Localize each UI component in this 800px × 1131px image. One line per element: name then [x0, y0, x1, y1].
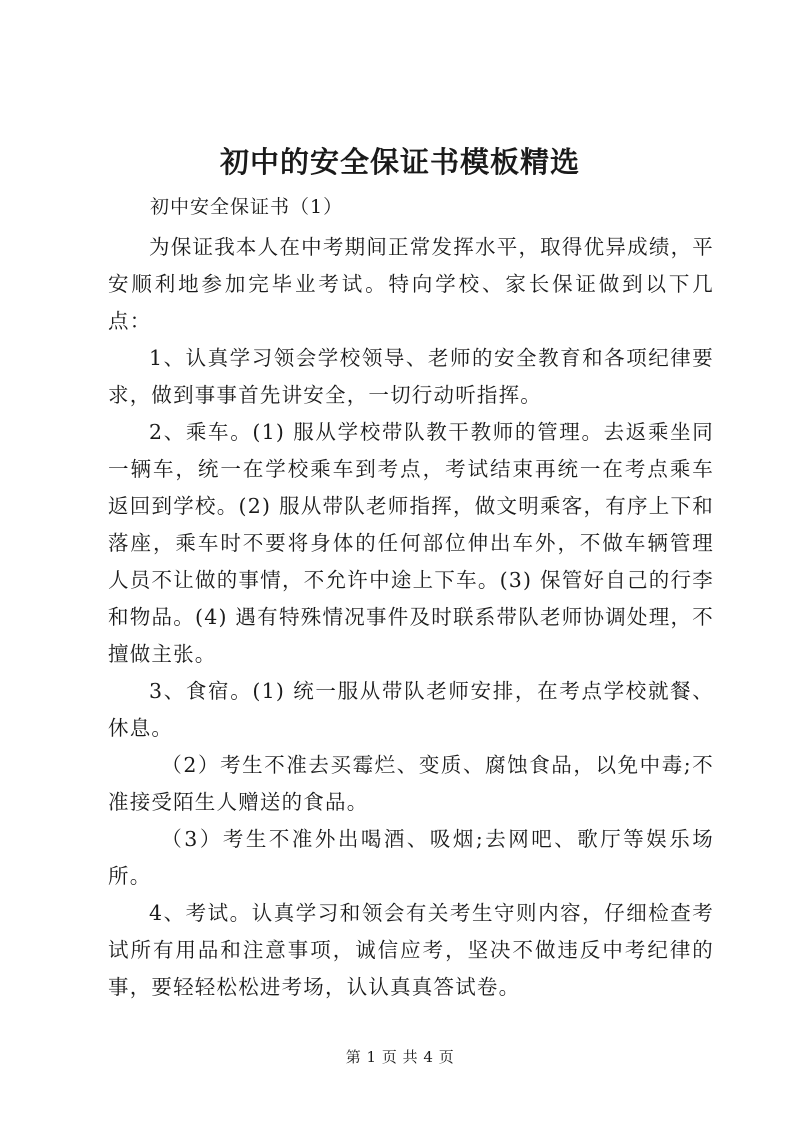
paragraph-item-3-3: （3）考生不准外出喝酒、吸烟;去网吧、歌厅等娱乐场所。	[108, 827, 714, 888]
document-body	[108, 229, 714, 1006]
paragraph-item-2: 2、乘车。(1) 服从学校带队教干教师的管理。去返乘坐同一辆车，统一在学校乘车到考点，考试结束再统一在考点乘车返回到学校。(2) 服从带队老师指挥，做文明乘客，有序上下和落座，乘车时不要将身体的任何部位伸出车外，不做车辆管理人员不让做的事情，不允许中途上下车。(3) 保管好自己的行李和物品。(4) 遇有特殊情况事件及时联系带队老师协调处理，不擅做主张。	[108, 420, 714, 666]
document-subtitle: 初中安全保证书（1）	[150, 196, 344, 218]
paragraph-item-1: 1、认真学习领会学校领导、老师的安全教育和各项纪律要求，做到事事首先讲安全，一切行动听指挥。	[108, 346, 714, 407]
document-title: 初中的安全保证书模板精选	[219, 145, 580, 179]
paragraph-item-3: 3、食宿。(1) 统一服从带队老师安排，在考点学校就餐、休息。	[108, 679, 714, 740]
paragraph-intro: 为保证我本人在中考期间正常发挥水平，取得优异成绩，平安顺利地参加完毕业考试。特向学校、家长保证做到以下几点：	[108, 235, 714, 333]
paragraph-item-3-2: （2）考生不准去买霉烂、变质、腐蚀食品，以免中毒;不准接受陌生人赠送的食品。	[108, 753, 714, 814]
page-number: 第 1 页 共 4 页	[345, 1048, 455, 1066]
paragraph-item-4: 4、考试。认真学习和领会有关考生守则内容，仔细检查考试所有用品和注意事项，诚信应考，坚决不做违反中考纪律的事，要轻轻松松进考场，认认真真答试卷。	[108, 901, 714, 999]
